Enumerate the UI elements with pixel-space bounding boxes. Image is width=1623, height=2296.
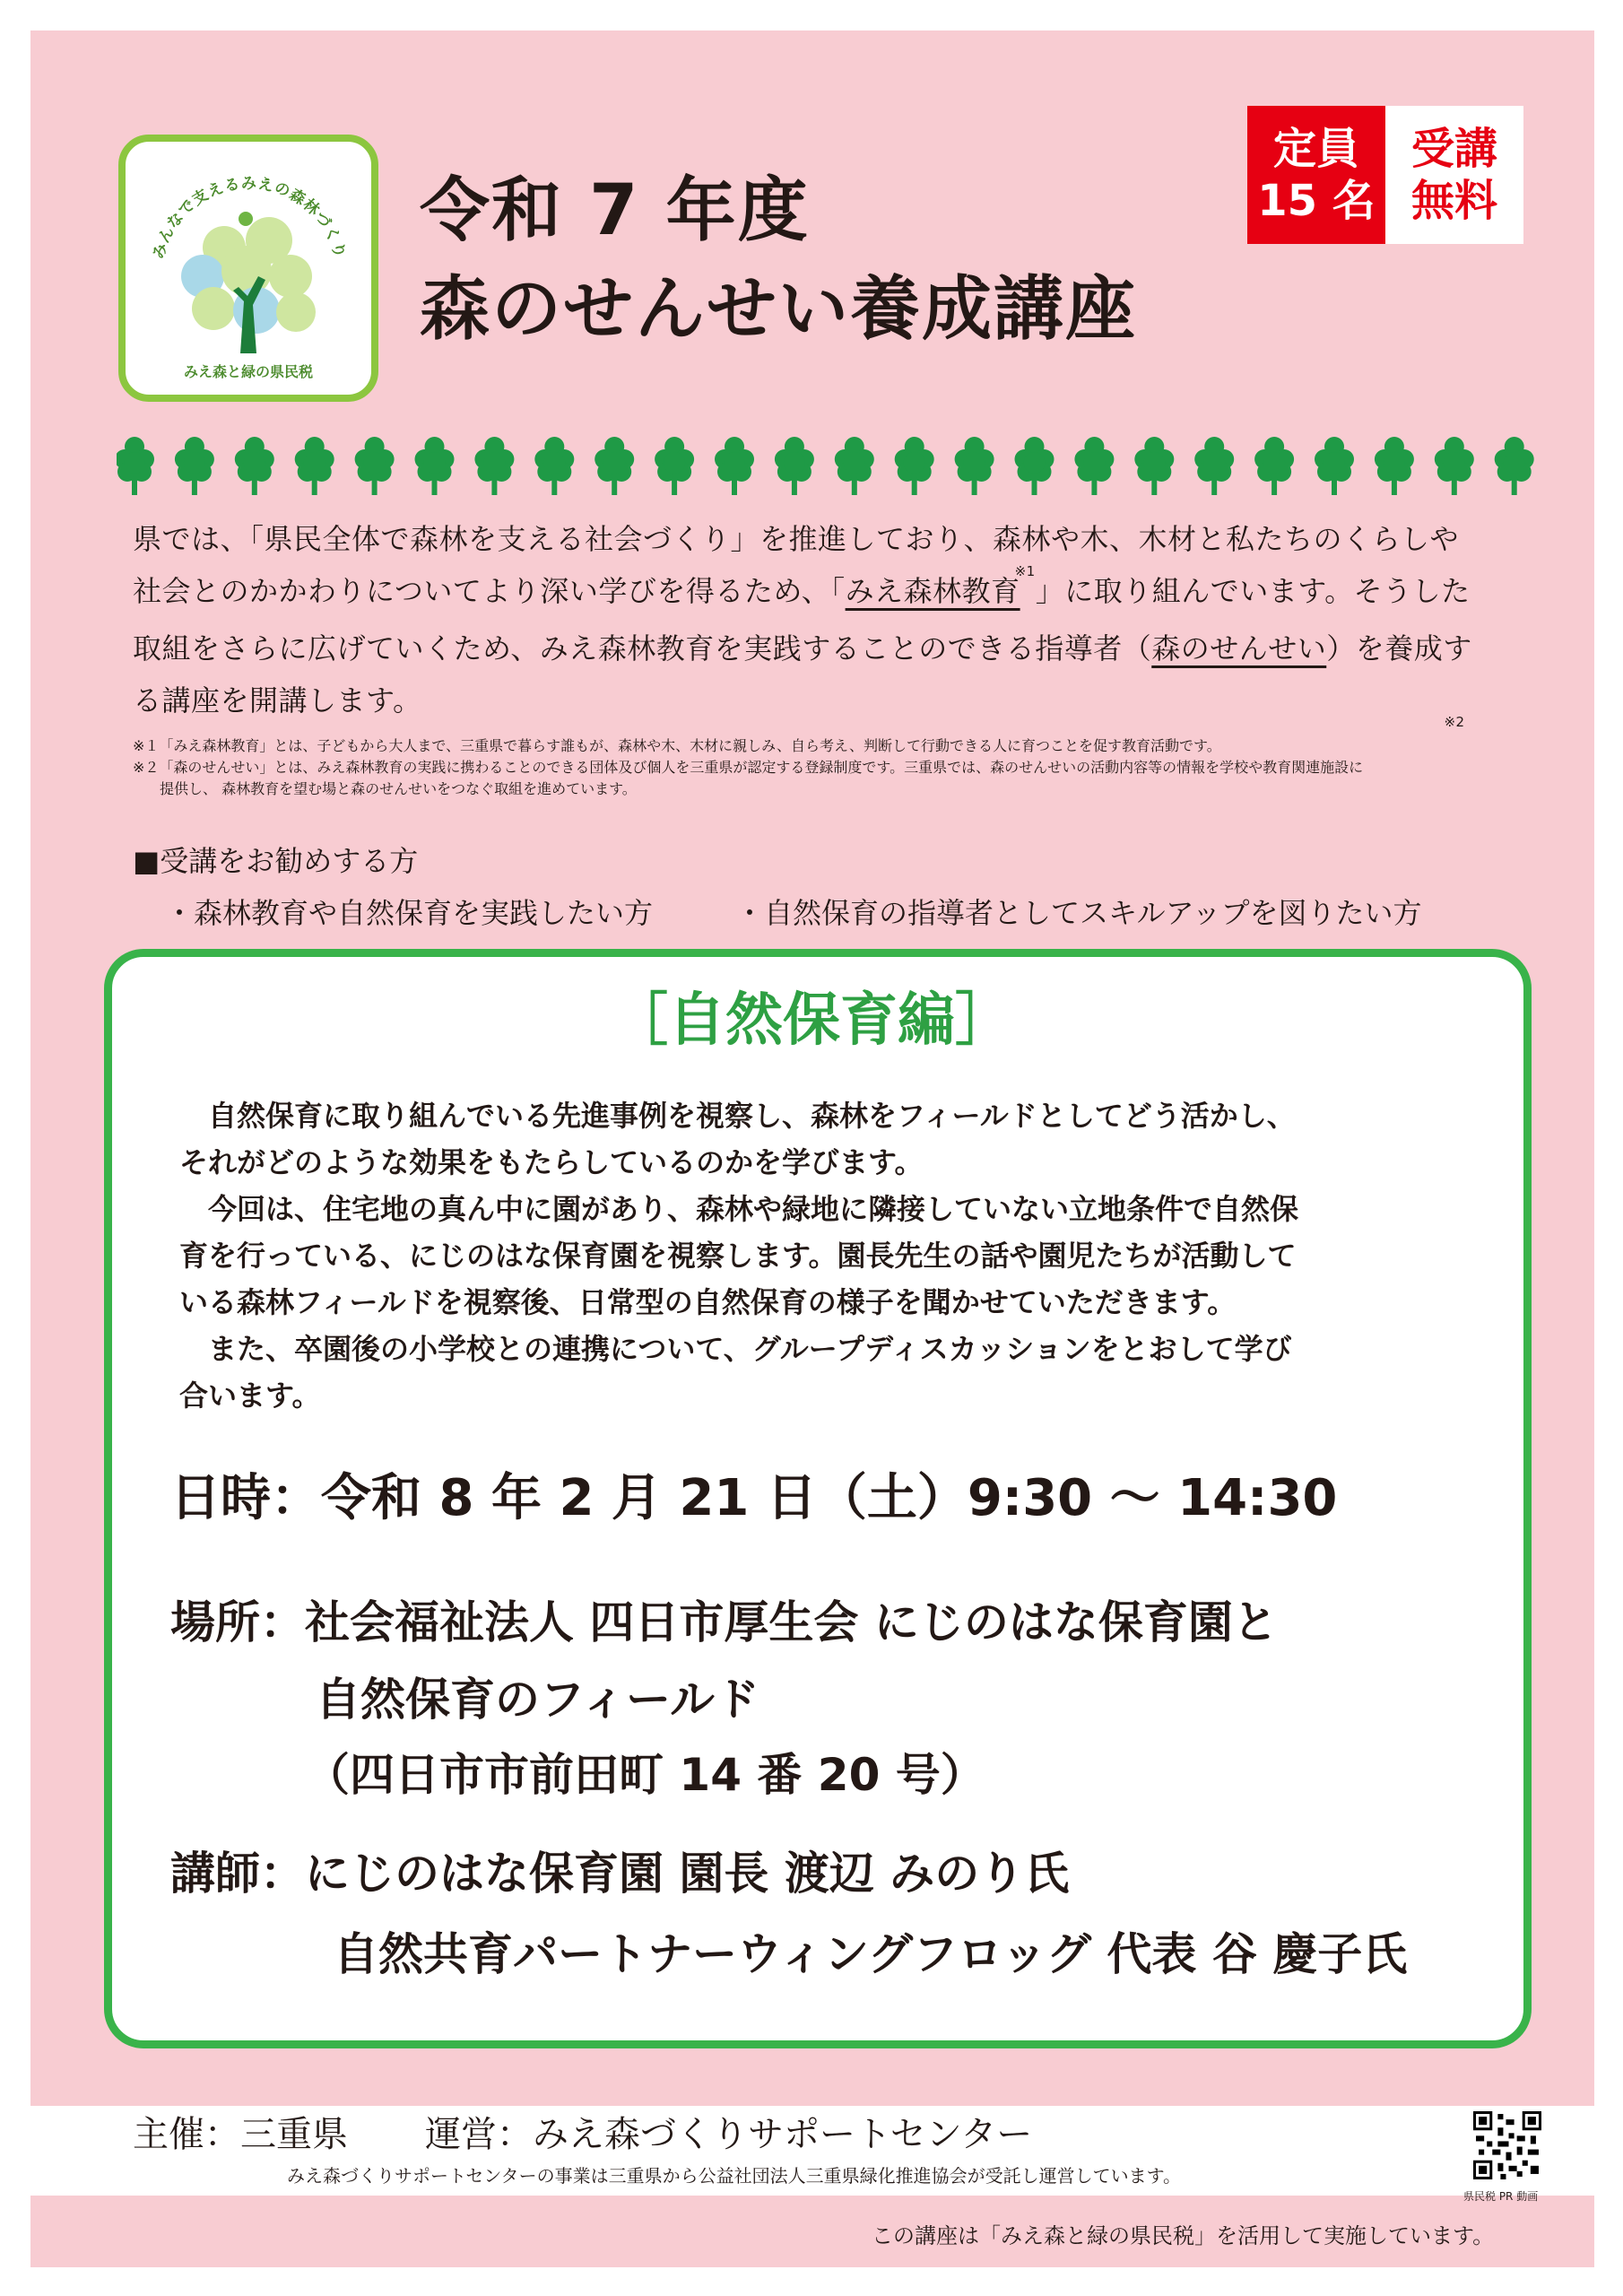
- tree-icon: [835, 437, 874, 495]
- description-line: 自然保育に取り組んでいる先進事例を視察し、森林をフィールドとしてどう活かし、: [179, 1099, 1296, 1133]
- tree-icon: [595, 437, 634, 495]
- term-mie-forest-education: みえ森林教育: [845, 574, 1020, 608]
- tree-icon: [534, 437, 574, 495]
- event-datetime: 日時：令和 8 年 2 月 21 日（土）9:30 ～ 14:30: [170, 1469, 1338, 1527]
- intro-line: 取組をさらに広げていくため、みえ森林教育を実践することのできる指導者（森のせんせい）を養成す: [133, 631, 1472, 665]
- intro-line: 社会とのかかわりについてより深い学びを得るため、「みえ森林教育$^{※1}$」に取り組んでいます。そうした: [133, 563, 1471, 608]
- title-year: 令和 7 年度: [420, 170, 810, 251]
- footnote-mark-2: ※2: [1444, 714, 1465, 730]
- host-organizer: 主催：三重県: [133, 2114, 348, 2155]
- title-block: [420, 161, 1137, 359]
- tree-icon: [655, 437, 694, 495]
- tree-icon: [117, 437, 154, 495]
- footnote-1: ※１「みえ森林教育」とは、子どもから大人まで、三重県で暮らす誰もが、森林や木、木材に親しみ、自ら考え、判断して行動できる人に育つことを促す教育活動です。: [133, 737, 1221, 754]
- footnote-2-continued: 提供し、 森林教育を望む場と森のせんせいをつなぐ取組を進めています。: [160, 780, 637, 797]
- logo-arc-text: みんなで支えるみえの森林づくり: [149, 175, 350, 261]
- intro-line: 県では、「県民全体で森林を支える社会づくり」を推進しており、森林や木、木材と私たちのくらしや: [133, 522, 1460, 556]
- tree-icon: [775, 437, 814, 495]
- free-fee-badge: [1385, 106, 1523, 244]
- description-line: いる森林フィールドを視察後、日常型の自然保育の様子を聞かせていただきます。: [179, 1285, 1237, 1319]
- funding-note: この講座は「みえ森と緑の県民税」を活用して実施しています。: [872, 2223, 1495, 2248]
- course-description: [179, 1092, 1471, 1419]
- footnote-mark-1: ※1: [1014, 563, 1036, 579]
- tree-icon: [715, 437, 754, 495]
- tree-icon: [895, 437, 934, 495]
- tree-icon: [474, 437, 514, 495]
- tree-icon: [355, 437, 395, 495]
- tree-icon: [415, 437, 455, 495]
- logo-bottom-text: みえ森と緑の県民税: [183, 363, 314, 380]
- lecturer-2: 自然共育パートナーウィングフロッグ 代表 谷 慶子氏: [334, 1928, 1408, 1980]
- sponsor-line: [133, 2109, 1032, 2160]
- tree-icon: [1315, 437, 1354, 495]
- tree-icon: [175, 437, 214, 495]
- forest-logo-icon: [126, 142, 371, 395]
- qr-code-icon[interactable]: [1473, 2111, 1541, 2179]
- tree-icon: [1254, 437, 1294, 495]
- description-line: 合います。: [179, 1378, 321, 1413]
- capacity-badge: [1247, 106, 1385, 244]
- recommend-item: ・自然保育の指導者としてスキルアップを図りたい方: [735, 896, 1422, 930]
- recommend-item: ・森林教育や自然保育を実践したい方: [165, 896, 654, 930]
- tree-icon: [235, 437, 274, 495]
- tree-icon: [1495, 437, 1534, 495]
- term-mori-no-sensei: 森のせんせい: [1151, 631, 1327, 665]
- tree-icon: [1134, 437, 1174, 495]
- intro-line: る講座を開講します。$_{※2}$: [133, 683, 1465, 730]
- tree-icon: [955, 437, 994, 495]
- tree-icon: [1435, 437, 1474, 495]
- tree-icon: [295, 437, 334, 495]
- tree-icon: [1074, 437, 1114, 495]
- intro-paragraph: [133, 513, 1541, 732]
- description-line: それがどのような効果をもたらしているのかを学びます。: [179, 1145, 924, 1179]
- footnotes: [133, 735, 1567, 800]
- event-address: （四日市市前田町 14 番 20 号）: [305, 1749, 985, 1801]
- tree-row: [117, 430, 1542, 502]
- qr-label: 県民税 PR 動画: [1463, 2190, 1539, 2203]
- forest-logo: [118, 135, 378, 402]
- tree-icon: [1194, 437, 1234, 495]
- description-line: また、卒園後の小学校との連携について、グループディスカッションをとおして学び: [179, 1332, 1292, 1366]
- course-title: ［自然保育編］: [611, 987, 1012, 1054]
- operator: 運営：みえ森づくりサポートセンター: [425, 2114, 1033, 2155]
- recommend-heading: ■受講をお勧めする方: [133, 844, 419, 878]
- capacity-label: 定員: [1272, 124, 1359, 174]
- description-line: 今回は、住宅地の真ん中に園があり、森林や緑地に隣接していない立地条件で自然保: [179, 1192, 1299, 1226]
- tree-icon: [1375, 437, 1414, 495]
- event-place-line2: 自然保育のフィールド: [316, 1674, 759, 1726]
- footnote-2: ※２「森のせんせい」とは、みえ森林教育の実践に携わることのできる団体及び個人を三重県が認定する登録制度です。三重県では、森のせんせいの活動内容等の情報を学校や教育関連施設に: [133, 759, 1364, 776]
- fee-value: 無料: [1410, 176, 1497, 226]
- capacity-value: 15 名: [1257, 176, 1376, 226]
- fee-label: 受講: [1410, 124, 1497, 174]
- lecturer-1: 講師：にじのはな保育園 園長 渡辺 みのり氏: [170, 1848, 1070, 1900]
- event-place: 場所：社会福祉法人 四日市厚生会 にじのはな保育園と: [170, 1596, 1278, 1648]
- operation-note: みえ森づくりサポートセンターの事業は三重県から公益社団法人三重県緑化推進協会が受託し運営しています。: [287, 2165, 1181, 2187]
- page-title: 森のせんせい養成講座: [420, 269, 1138, 350]
- description-line: 育を行っている、にじのはな保育園を視察します。園長先生の話や園児たちが活動して: [179, 1239, 1297, 1273]
- tree-icon: [1015, 437, 1055, 495]
